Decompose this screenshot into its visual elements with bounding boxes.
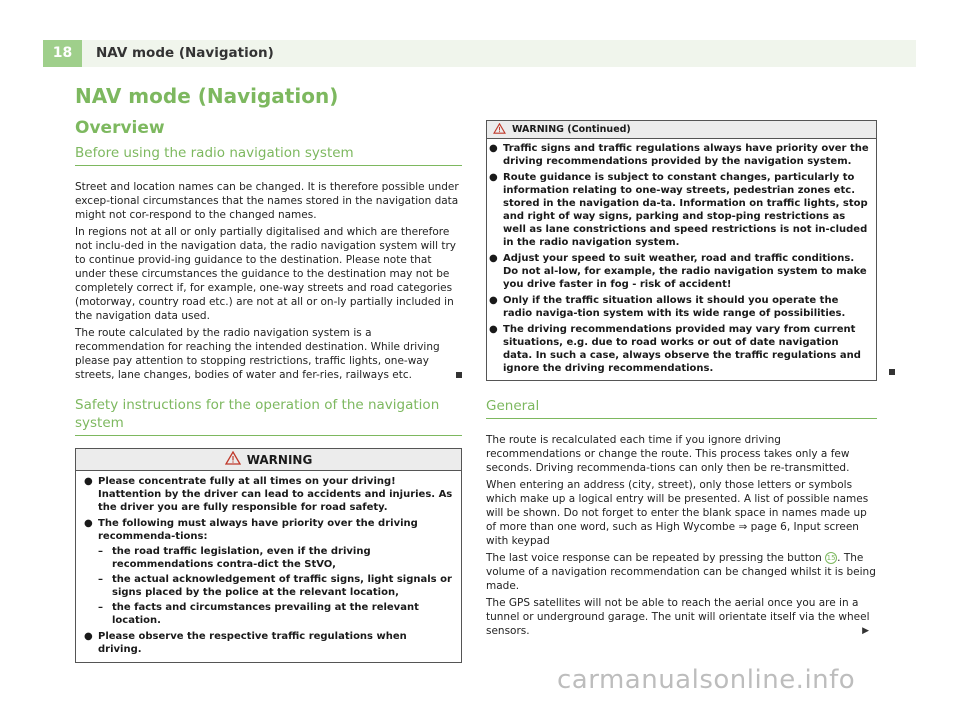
warning-continued-box: [486, 120, 877, 381]
paragraph: The GPS satellites will not be able to reach the aerial once you are in a tunnel or underground garage. The unit will orientate itself via the wheel sensors. ▶: [486, 597, 870, 637]
warning-triangle-icon: [493, 123, 506, 137]
watermark: carmanualsonline.info: [557, 665, 856, 695]
warning-item: ● Traffic signs and traffic regulations always have priority over the driving recommendations provided by the navigation system.: [489, 143, 869, 167]
warning-continued-body: [487, 139, 876, 380]
warning-sub-item: – the road traffic legislation, even if the driving recommendations contra-dict the StVO,: [98, 546, 371, 570]
paragraph: Street and location names can be changed. It is therefore possible under excep-tional circumstances that the names stored in the navigation data might not cor-respond to the changed names.: [75, 181, 459, 221]
warning-item: ● Please concentrate fully at all times on your driving! Inattention by the driver can lead to accidents and injuries. As the driver you are fully responsible for road safety.: [84, 476, 453, 513]
warning-continued-title: WARNING (Continued): [512, 124, 631, 135]
warning-box: [75, 448, 462, 663]
section-heading-before-using: Before using the radio navigation system: [75, 144, 462, 166]
warning-item: ● Adjust your speed to suit weather, road and traffic conditions. Do not al-low, for example, the radio navigation system to make you drive faster in fog - risk of accident!: [489, 253, 867, 290]
section-before-using-body: [75, 180, 462, 382]
warning-title: WARNING: [246, 452, 313, 467]
right-column: [486, 120, 877, 638]
page-number-tab: 18: [43, 40, 82, 67]
warning-continued-header: [487, 121, 876, 139]
page-title: NAV mode (Navigation): [75, 84, 339, 108]
paragraph: In regions not at all or only partially digitalised and which are therefore not inclu-ded in the navigation data, the radio navigation system will try to continue provid-ing guidance to the destination. Please note that under these circumstances the guidance to the destination may not be completely correct if, for example, one-way streets and road categories (motorway, country road etc.) are not at all or on-ly partially included in the navigation data used.: [75, 226, 456, 322]
section-end-marker-icon: [889, 369, 895, 375]
section-end-marker-icon: [456, 372, 462, 378]
warning-sub-item: – the actual acknowledgement of traffic signs, light signals or signs placed by the police at the relevant location,: [98, 574, 452, 598]
warning-sub-item: – the facts and circumstances prevailing at the relevant location.: [98, 602, 419, 626]
warning-item: ● Please observe the respective traffic regulations when driving.: [84, 631, 407, 655]
header-title: NAV mode (Navigation): [96, 45, 274, 61]
section-heading-safety: Safety instructions for the operation of the navigation system: [75, 396, 462, 436]
button-15-reference: 15: [826, 554, 836, 562]
warning-item: ● Route guidance is subject to constant changes, particularly to information relating to one-way streets, pedestrian zones etc. stored in the navigation da-ta. Information on traffic lights, stop and right of way signs, parking and stop-ping restrictions as well as lane constrictions and speed restrictions is not in-cluded in the radio navigation system.: [489, 172, 868, 248]
continue-arrow-icon: ▶: [862, 626, 869, 636]
warning-item: ● The driving recommendations provided may vary from current situations, e.g. due to road works or out of date navigation data. In such a case, always observe the traffic regulations and ignore the driving recommendations.: [489, 324, 861, 374]
warning-body: [76, 471, 461, 662]
warning-triangle-icon: [225, 451, 241, 468]
paragraph: The route is recalculated each time if you ignore driving recommendations or change the route. This process takes only a few seconds. Driving recommenda-tions can only then be re-transmitted.: [486, 434, 850, 474]
section-general-body: [486, 433, 877, 638]
warning-header: [76, 449, 461, 471]
section-heading-general: General: [486, 397, 877, 419]
warning-item: ● Only if the traffic situation allows it should you operate the radio naviga-tion system with its wide range of possibilities.: [489, 295, 846, 319]
paragraph: The last voice response can be repeated by pressing the button 15 . The volume of a navigation recommendation can be changed whilst it is being made.: [486, 552, 876, 592]
paragraph: When entering an address (city, street), only those letters or symbols which make up a logical entry will be presented. A list of possible names will be shown. Do not forget to enter the blank space in names made up of more than one word, such as High Wycombe ⇒ page 6, Input screen with keypad: [486, 479, 869, 547]
paragraph: The route calculated by the radio navigation system is a recommendation for reaching the intended destination. While driving please pay attention to stopping restrictions, traffic lights, one-way streets, lane changes, bodies of water and fer-ries, railways etc.: [75, 326, 462, 382]
overview-heading: Overview: [75, 118, 165, 138]
left-column: [75, 82, 462, 663]
warning-item: ● The following must always have priority over the driving recommenda-tions:: [84, 518, 418, 542]
